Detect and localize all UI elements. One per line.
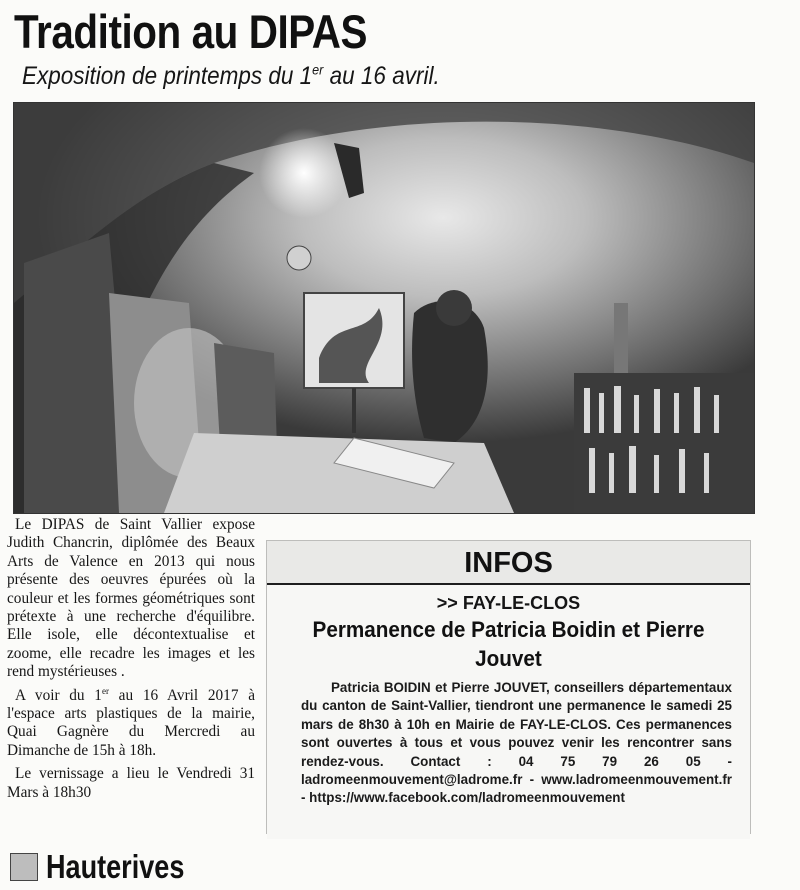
article-body — [7, 516, 255, 807]
infos-text: Patricia BOIDIN et Pierre JOUVET, conseillers départementaux du canton de Saint-Vallier, tiendront une permanence le samedi 25 mars de 8h30 à 10h en Mairie de FAY-LE-CLOS. Ces permanences sont ouvertes à tous et vous pouvez venir les rencontrer sans rendez-vous. Contact : 04 75 79 26 05 - ladromeenmouvement@ladrome.fr - www.ladromeenmouvement.fr - https://www.facebook.com/ladromeenmouvement — [301, 680, 732, 806]
article-photo — [13, 102, 755, 514]
section-square-icon — [10, 853, 38, 881]
studio-photo-illustration — [14, 103, 754, 513]
infos-title: INFOS — [464, 547, 553, 579]
subhead-pre: Exposition de printemps du 1 — [22, 62, 313, 90]
subhead-post: au 16 avril. — [323, 62, 440, 90]
infos-body — [267, 585, 750, 839]
section-title: Hauterives — [46, 848, 185, 885]
article-paragraph-3: Le vernissage a lieu le Vendredi 31 Mars à 18h30 — [7, 765, 255, 801]
subhead-sup: er — [312, 61, 324, 78]
subhead — [22, 60, 440, 92]
article-paragraph-2: A voir du 1er au 16 Avril 2017 à l'espace arts plastiques de la mairie, Quai Gagnère du Mercredi au Dimanche de 15h à 18h. — [7, 685, 255, 759]
article-paragraph-1: Le DIPAS de Saint Vallier expose Judith Chancrin, diplômée des Beaux Arts de Valence en 2013 qui nous présente des oeuvres épurées où la couleur et les formes géométriques sont prétexte à une recherche d'équilibre. Elle isole, elle décontextualise et zoome, elle recadre les images et les rend mystérieuses . — [7, 516, 255, 681]
section-header — [10, 848, 215, 886]
infos-box — [266, 540, 751, 834]
infos-heading: Permanence de Patricia Boidin et Pierre Jouvet — [312, 617, 705, 671]
infos-location: >> FAY-LE-CLOS — [436, 593, 581, 613]
headline: Tradition au DIPAS — [14, 5, 368, 58]
